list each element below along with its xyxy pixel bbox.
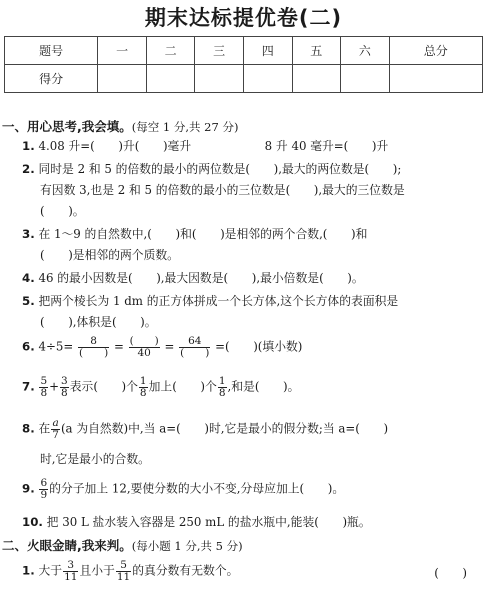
- score-table-header-row: [5, 37, 483, 65]
- question-4: [22, 269, 364, 286]
- section1-note: (每空 1 分,共 27 分): [131, 120, 239, 134]
- question-text: (a 为自然数)中,当 a=( )时,它是最小的假分数;当 a=( ): [60, 421, 389, 436]
- question-number: 1.: [22, 139, 35, 153]
- fraction-denominator: 8: [61, 387, 68, 399]
- section2-title: 二、火眼金睛,我来判。: [2, 538, 132, 553]
- fraction: [139, 376, 148, 399]
- fraction-numerator: 3: [61, 375, 68, 387]
- question-text: 且小于: [79, 563, 115, 578]
- question-number: 6.: [22, 339, 35, 354]
- page-title: 期末达标提优卷(二): [144, 6, 343, 30]
- question-text: 的分子加上 12,要使分数的大小不变,分母应加上( )。: [49, 481, 345, 496]
- question-number: 4.: [22, 271, 35, 285]
- fraction: [78, 336, 109, 359]
- question-5-line-2: ( ),体积是( )。: [40, 315, 157, 329]
- question-text: 大于: [38, 563, 63, 578]
- score-header-cell: 总分: [389, 37, 482, 65]
- fraction-numerator: 1: [218, 375, 226, 387]
- fraction-denominator: 7: [52, 429, 59, 441]
- question-2-line-2: 有因数 3,也是 2 和 5 的倍数的最小的三位数是( ),最大的三位数是: [40, 183, 405, 197]
- score-cell[interactable]: [98, 65, 147, 93]
- fraction-numerator: 64: [179, 336, 210, 348]
- fraction-denominator: 11: [64, 571, 78, 583]
- fraction-denominator: 11: [116, 571, 131, 583]
- fraction: [129, 336, 160, 359]
- score-cell[interactable]: [195, 65, 244, 93]
- question-text: 4÷5=: [38, 339, 74, 354]
- fraction: [218, 376, 227, 399]
- question-10: [22, 513, 371, 530]
- question-text: 把 30 L 盐水装入容器是 250 mL 的盐水瓶中,能装( )瓶。: [46, 515, 371, 529]
- score-header-cell: 五: [292, 37, 341, 65]
- fraction-denominator: 8: [218, 387, 226, 399]
- question-5: [22, 292, 398, 309]
- fraction-numerator: a: [52, 417, 59, 429]
- question-2: [22, 160, 401, 177]
- question-8: [22, 418, 388, 441]
- score-cell[interactable]: [389, 65, 482, 93]
- question-number: 3.: [22, 227, 35, 241]
- fraction-numerator: ( ): [129, 335, 159, 347]
- question-6: [22, 336, 302, 359]
- fraction-numerator: 6: [40, 477, 48, 489]
- question-7: [22, 376, 299, 399]
- score-header-cell: 三: [195, 37, 244, 65]
- fraction-numerator: 5: [40, 375, 48, 387]
- section1-heading: [2, 117, 238, 135]
- fraction: [116, 560, 131, 583]
- fraction-denominator: 8: [139, 387, 147, 399]
- question-3: [22, 225, 367, 242]
- question-text: 在 1～9 的自然数中,( )和( )是相邻的两个合数,( )和: [38, 227, 368, 241]
- score-header-cell: 四: [243, 37, 292, 65]
- fraction: [179, 336, 210, 359]
- question-number: 8.: [22, 421, 35, 436]
- question-text: 把两个棱长为 1 dm 的正方体拼成一个长方体,这个长方体的表面积是: [38, 294, 399, 308]
- question-text: =( )(填小数): [215, 339, 303, 354]
- question-number: 9.: [22, 481, 35, 496]
- section1-title: 一、用心思考,我会填。: [2, 119, 132, 134]
- question-1: [22, 137, 388, 154]
- fraction-numerator: 1: [139, 375, 147, 387]
- fraction-denominator: ( ): [78, 347, 109, 359]
- question-number: 2.: [22, 162, 35, 176]
- answer-bracket[interactable]: ( ): [434, 566, 467, 580]
- question-text: 加上( )个: [148, 379, 217, 394]
- score-cell[interactable]: [243, 65, 292, 93]
- question-9: [22, 478, 344, 501]
- section2-heading: [2, 536, 243, 554]
- question-8-line-2: 时,它是最小的合数。: [40, 452, 150, 466]
- fraction: [60, 376, 69, 399]
- plus-sign: +: [49, 379, 60, 394]
- question-text: 46 的最小因数是( ),最大因数是( ),最小倍数是( )。: [38, 271, 364, 285]
- fraction-denominator: ( ): [180, 347, 210, 359]
- fraction: [51, 418, 60, 441]
- fraction-denominator: 40: [137, 347, 151, 359]
- fraction: [39, 478, 48, 501]
- question-text: ,和是( )。: [227, 379, 300, 394]
- fraction-numerator: 3: [63, 560, 78, 572]
- fraction-numerator: 5: [116, 560, 131, 572]
- fraction-denominator: 9: [40, 489, 48, 501]
- question-text: 8 升 40 毫升=( )升: [264, 139, 389, 153]
- score-header-cell: 一: [98, 37, 147, 65]
- question-2-line-3: ( )。: [40, 204, 85, 218]
- fraction: [63, 560, 78, 583]
- equals-sign: =: [164, 339, 175, 354]
- question-text: 的真分数有无数个。: [132, 563, 239, 578]
- question-text: 4.08 升=( )升( )毫升: [38, 139, 192, 153]
- question-number: 5.: [22, 294, 35, 308]
- score-cell[interactable]: [146, 65, 195, 93]
- score-cell[interactable]: [341, 65, 390, 93]
- question-number: 7.: [22, 379, 35, 394]
- score-table: [4, 36, 483, 93]
- question-number: 10.: [22, 515, 43, 529]
- question-text: 表示( )个: [69, 379, 138, 394]
- score-header-cell: 六: [341, 37, 390, 65]
- fraction: [39, 376, 48, 399]
- equals-sign: =: [113, 339, 124, 354]
- fraction-denominator: 8: [40, 387, 48, 399]
- question-text: 同时是 2 和 5 的倍数的最小的两位数是( ),最大的两位数是( );: [38, 162, 402, 176]
- score-header-cell: 二: [146, 37, 195, 65]
- score-row-label: 得分: [5, 65, 98, 93]
- score-cell[interactable]: [292, 65, 341, 93]
- question-number: 1.: [22, 563, 35, 578]
- score-header-cell: 题号: [5, 37, 98, 65]
- fraction-numerator: 8: [78, 336, 109, 348]
- question-3-line-2: ( )是相邻的两个质数。: [40, 248, 179, 262]
- judge-question-1: [22, 560, 467, 583]
- score-table-score-row: [5, 65, 483, 93]
- section2-note: (每小题 1 分,共 5 分): [131, 539, 243, 553]
- question-text: 在: [38, 421, 51, 436]
